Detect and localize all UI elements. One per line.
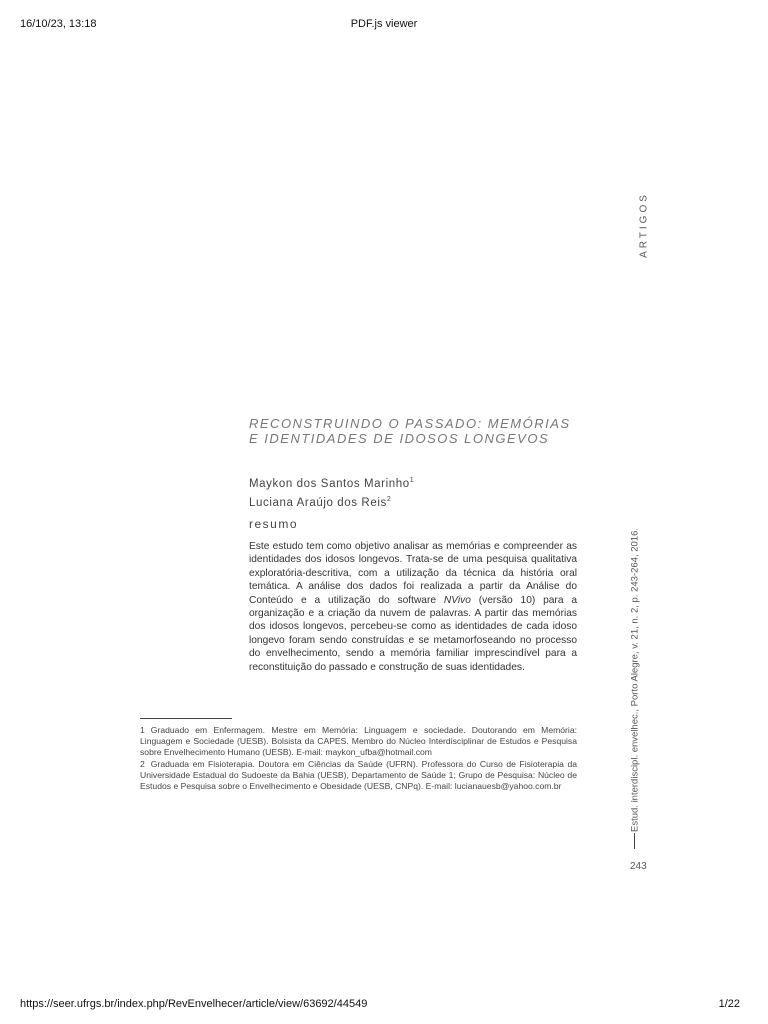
article-title: [249, 416, 589, 446]
footnote-number: 2: [140, 758, 145, 769]
author-footnote-mark: 2: [386, 495, 392, 503]
print-page-count: 1/22: [718, 998, 740, 1010]
journal-citation: [625, 520, 645, 840]
abstract-software-name: NVivo: [443, 594, 471, 606]
author-footnote-mark: 1: [409, 477, 415, 484]
footnote-1: [140, 725, 577, 759]
abstract-text: [249, 540, 577, 674]
abstract-heading: resumo: [249, 517, 299, 531]
author-list: [249, 473, 414, 511]
footnote-number: 1: [140, 725, 145, 735]
title-line-2: E IDENTIDADES DE IDOSOS LONGEVOS: [249, 431, 550, 446]
print-datetime: 16/10/23, 13:18: [20, 18, 97, 30]
author-2: [249, 492, 414, 511]
abstract-part-1: Este estudo tem como objetivo analisar as memórias e compreender as identidades dos idosos longevos. Trata-se de uma pesquisa qualitativa exploratória-descritiva, com a utilização da técnica da história oral temática. A análise dos dados foi realizada a partir da Análise do Conteúdo e a utilização do software: [249, 541, 577, 606]
author-name: Maykon dos Santos Marinho: [249, 477, 410, 490]
author-1: [249, 473, 414, 492]
section-label: [637, 190, 651, 260]
section-label-text: ARTIGOS: [638, 192, 650, 258]
footnote-text: Graduado em Enfermagem. Mestre em Memória: Linguagem e sociedade. Doutorando em Memória: Linguagem e Sociedade (UESB). Bolsista da CAPES. Membro do Núcleo Interdisciplinar de Estudos e Pesquisa sobre Envelhecimento Humano (UESB). E-mail: maykon_ufba@hotmail.com: [140, 725, 577, 758]
journal-citation-text: Estud. interdiscipl. envelhec., Porto Alegre, v. 21, n. 2, p. 243-264, 2016.: [629, 527, 641, 833]
author-name: Luciana Araújo dos Reis: [249, 496, 387, 509]
page-number: 243: [630, 861, 647, 872]
footnotes: [140, 725, 577, 792]
abstract-part-2: (versão 10) para a organização e a criação da nuvem de palavras. A partir das memórias dos idosos longevos, percebeu-se como as identidades de cada idoso longevo foram sendo construídas e se metamorfoseando no processo do envelhecimento, sendo a memória familiar imprescindível para a reconstituição do passado e construção de suas identidades.: [249, 594, 577, 673]
footnote-2: [140, 759, 577, 793]
title-line-1: RECONSTRUINDO O PASSADO: MEMÓRIAS: [249, 416, 571, 431]
footnote-divider: [140, 718, 232, 719]
viewer-title: PDF.js viewer: [350, 18, 418, 30]
page-url: https://seer.ufrgs.br/index.php/RevEnvelhecer/article/view/63692/44549: [20, 998, 368, 1010]
citation-divider: [634, 833, 635, 849]
footnote-text: Graduada em Fisioterapia. Doutora em Ciências da Saúde (UFRN). Professora do Curso de Fisioterapia da Universidade Estadual do Sudoeste da Bahia (UESB), Departamento de Saúde 1; Grupo de Pesquisa: Núcleo de Estudos e Pesquisa sobre o Envelhecimento e Obesidade (UESB, CNPq). E-mail: lucianauesb@yahoo.com.br: [140, 758, 577, 792]
